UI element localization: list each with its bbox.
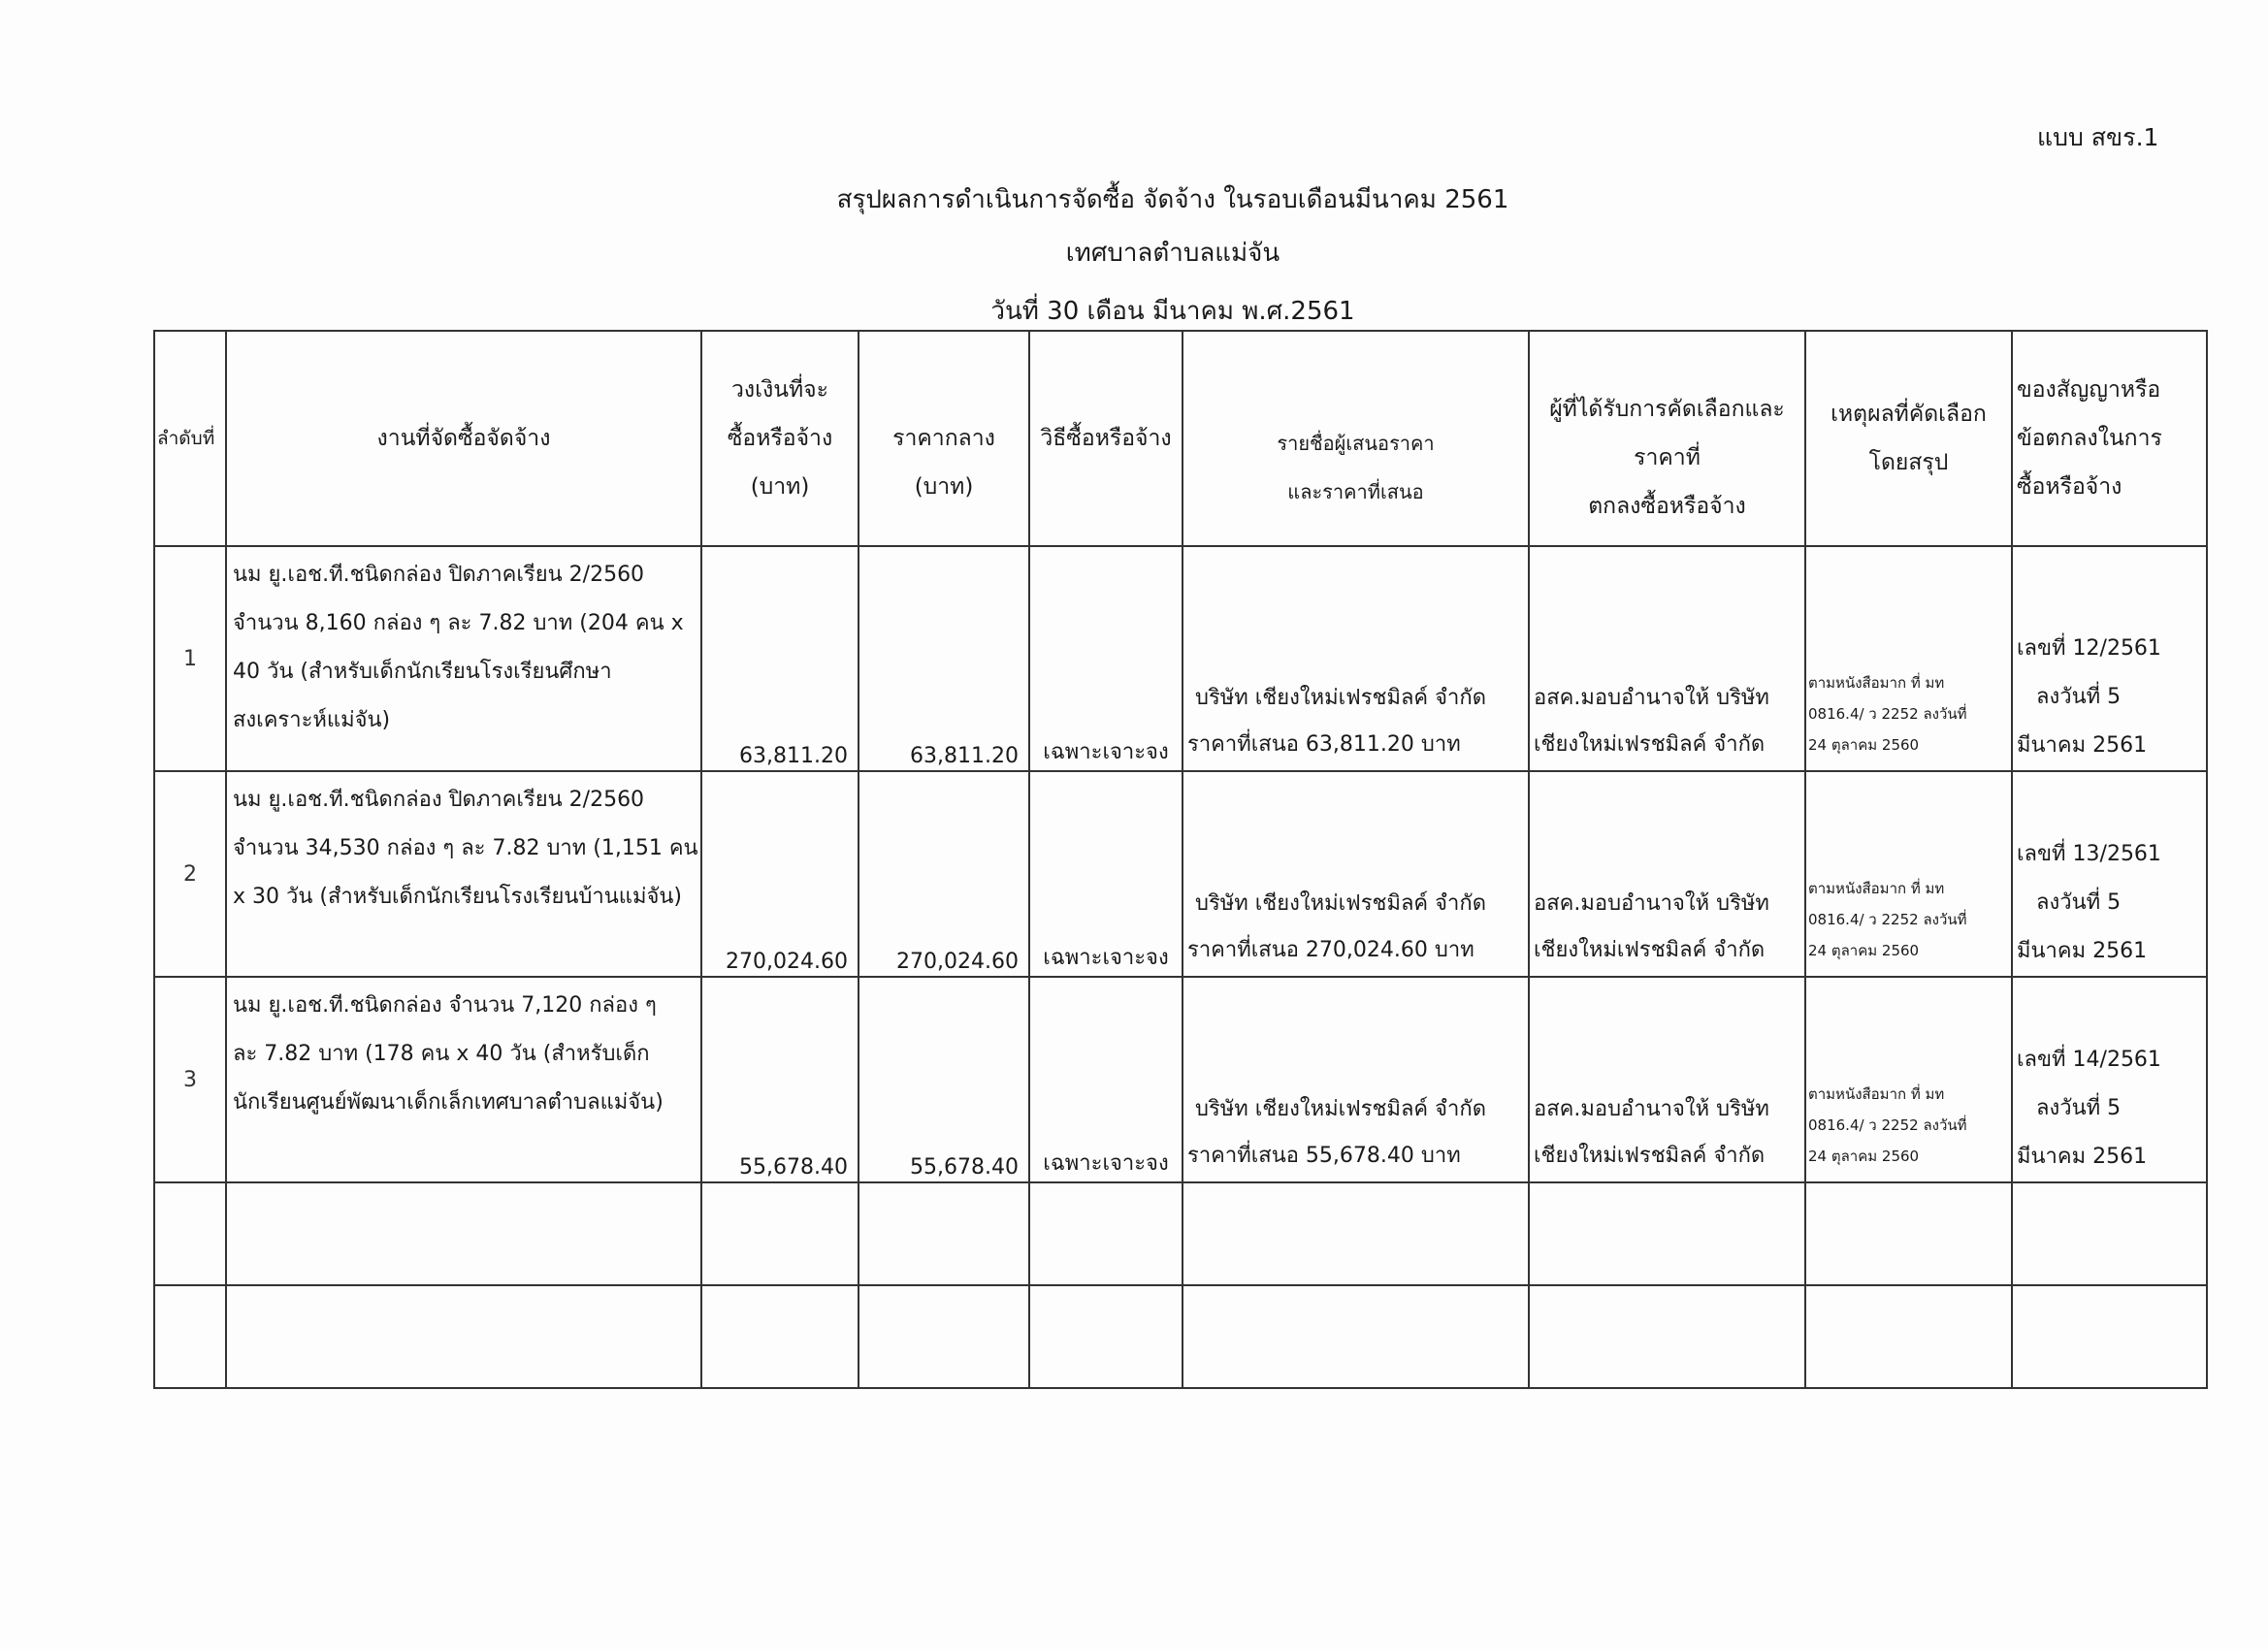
task-line: นม ยู.เอช.ที.ชนิดกล่อง ปิดภาคเรียน 2/2560: [233, 788, 645, 812]
reason-line: 24 ตุลาคม 2560: [1808, 1148, 1920, 1165]
row-task: [226, 546, 701, 771]
header-budget-l1: วงเงินที่จะ: [731, 377, 828, 403]
reason-line: 0816.4/ ว 2252 ลงวันที่: [1808, 911, 1967, 928]
contract-line: เลขที่ 13/2561: [2017, 842, 2161, 866]
row-reason: [1805, 771, 2012, 977]
reason-line: 0816.4/ ว 2252 ลงวันที่: [1808, 705, 1967, 723]
selected-line: อสค.มอบอำนาจให้ บริษัท: [1534, 891, 1769, 916]
header-reason-l1: เหตุผลที่คัดเลือก: [1831, 402, 1987, 427]
table-header-row: [154, 331, 2207, 546]
bidder-name: บริษัท เชียงใหม่เฟรชมิลค์ จำกัด: [1195, 1097, 1486, 1121]
contract-line: เลขที่ 14/2561: [2017, 1048, 2161, 1072]
header-bidders-l1: รายชื่อผู้เสนอราคา: [1277, 432, 1435, 455]
form-code: แบบ สขร.1: [2037, 123, 2159, 151]
contract-line: มีนาคม 2561: [2017, 1145, 2148, 1169]
header-contract-l3: ซื้อหรือจ้าง: [2017, 474, 2122, 500]
contract-line: ลงวันที่ 5: [2036, 890, 2122, 915]
reason-line: ตามหนังสือมาก ที่ มท: [1808, 880, 1945, 897]
row-method: เฉพาะเจาะจง: [1029, 977, 1183, 1182]
header-median-l2: (บาท): [914, 474, 974, 500]
selected-line: เชียงใหม่เฟรชมิลค์ จำกัด: [1534, 1144, 1766, 1168]
reason-line: 24 ตุลาคม 2560: [1808, 736, 1920, 754]
row-task: [226, 771, 701, 977]
row-budget: 270,024.60: [701, 771, 859, 977]
row-no: 3: [154, 977, 226, 1182]
header-median-l1: ราคากลาง: [892, 426, 995, 451]
header-no: ลำดับที่: [154, 331, 226, 546]
bidder-name: บริษัท เชียงใหม่เฟรชมิลค์ จำกัด: [1195, 686, 1486, 710]
header-reason-l2: โดยสรุป: [1868, 450, 1949, 475]
row-selected: [1529, 546, 1805, 771]
bidder-price: ราคาที่เสนอ 270,024.60 บาท: [1187, 938, 1474, 962]
header-reason: [1805, 331, 2012, 546]
header-bidders-l2: และราคาที่เสนอ: [1287, 480, 1424, 503]
task-line: สงเคราะห์แม่จัน): [233, 708, 391, 732]
row-budget: 63,811.20: [701, 546, 859, 771]
table-row: [154, 546, 2207, 771]
selected-line: เชียงใหม่เฟรชมิลค์ จำกัด: [1534, 938, 1766, 962]
header-selected-l1: ผู้ที่ได้รับการคัดเลือกและ: [1549, 397, 1785, 422]
row-contract: [2012, 977, 2207, 1182]
row-reason: [1805, 546, 2012, 771]
table-row: [154, 977, 2207, 1182]
empty-row: [154, 1182, 2207, 1285]
row-no: 1: [154, 546, 226, 771]
row-no: 2: [154, 771, 226, 977]
task-line: จำนวน 8,160 กล่อง ๆ ละ 7.82 บาท (204 คน x: [233, 611, 684, 635]
header-contract-l1: ของสัญญาหรือ: [2017, 377, 2161, 403]
row-reason: [1805, 977, 2012, 1182]
header-contract: [2012, 331, 2207, 546]
task-line: นม ยู.เอช.ที.ชนิดกล่อง ปิดภาคเรียน 2/2560: [233, 563, 645, 587]
row-contract: [2012, 771, 2207, 977]
procurement-table: [153, 330, 2208, 1389]
row-bidder: [1183, 546, 1529, 771]
reason-line: 24 ตุลาคม 2560: [1808, 942, 1920, 959]
row-method: เฉพาะเจาะจง: [1029, 771, 1183, 977]
contract-line: มีนาคม 2561: [2017, 733, 2148, 758]
row-budget: 55,678.40: [701, 977, 859, 1182]
reason-line: 0816.4/ ว 2252 ลงวันที่: [1808, 1116, 1967, 1134]
header-selected-l2: ราคาที่: [1634, 445, 1701, 470]
doc-organization: เทศบาลตำบลแม่จัน: [1065, 239, 1280, 268]
task-line: ละ 7.82 บาท (178 คน x 40 วัน (สำหรับเด็ก: [233, 1042, 650, 1066]
header-selected-l3: ตกลงซื้อหรือจ้าง: [1588, 494, 1746, 519]
row-task: [226, 977, 701, 1182]
task-line: นักเรียนศูนย์พัฒนาเด็กเล็กเทศบาลตำบลแม่จัน): [233, 1090, 664, 1115]
doc-title: สรุปผลการดำเนินการจัดซื้อ จัดจ้าง ในรอบเดือนมีนาคม 2561: [836, 185, 1509, 214]
task-line: นม ยู.เอช.ที.ชนิดกล่อง จำนวน 7,120 กล่อง ๆ: [233, 993, 657, 1018]
header-bidders: [1183, 331, 1529, 546]
header-budget-l3: (บาท): [750, 474, 810, 500]
selected-line: อสค.มอบอำนาจให้ บริษัท: [1534, 1097, 1769, 1121]
contract-line: ลงวันที่ 5: [2036, 685, 2122, 709]
doc-date: วันที่ 30 เดือน มีนาคม พ.ศ.2561: [990, 297, 1355, 326]
contract-line: ลงวันที่ 5: [2036, 1096, 2122, 1120]
row-selected: [1529, 977, 1805, 1182]
contract-line: มีนาคม 2561: [2017, 939, 2148, 963]
row-contract: [2012, 546, 2207, 771]
selected-line: เชียงใหม่เฟรชมิลค์ จำกัด: [1534, 732, 1766, 757]
row-bidder: [1183, 771, 1529, 977]
row-bidder: [1183, 977, 1529, 1182]
table-row: [154, 771, 2207, 977]
header-budget: [701, 331, 859, 546]
selected-line: อสค.มอบอำนาจให้ บริษัท: [1534, 686, 1769, 710]
row-median-price: 63,811.20: [859, 546, 1029, 771]
row-median-price: 270,024.60: [859, 771, 1029, 977]
header-budget-l2: ซื้อหรือจ้าง: [727, 426, 833, 451]
header-contract-l2: ข้อตกลงในการ: [2017, 426, 2162, 451]
bidder-price: ราคาที่เสนอ 55,678.40 บาท: [1187, 1144, 1461, 1168]
reason-line: ตามหนังสือมาก ที่ มท: [1808, 674, 1945, 692]
row-median-price: 55,678.40: [859, 977, 1029, 1182]
bidder-price: ราคาที่เสนอ 63,811.20 บาท: [1187, 732, 1461, 757]
header-task: งานที่จัดซื้อจัดจ้าง: [226, 331, 701, 546]
header-method: วิธีซื้อหรือจ้าง: [1029, 331, 1183, 546]
header-selected: [1529, 331, 1805, 546]
empty-row: [154, 1285, 2207, 1388]
task-line: 40 วัน (สำหรับเด็กนักเรียนโรงเรียนศึกษา: [233, 660, 612, 684]
header-median-price: [859, 331, 1029, 546]
reason-line: ตามหนังสือมาก ที่ มท: [1808, 1085, 1945, 1103]
bidder-name: บริษัท เชียงใหม่เฟรชมิลค์ จำกัด: [1195, 891, 1486, 916]
row-selected: [1529, 771, 1805, 977]
row-method: เฉพาะเจาะจง: [1029, 546, 1183, 771]
task-line: จำนวน 34,530 กล่อง ๆ ละ 7.82 บาท (1,151 คน: [233, 836, 698, 860]
contract-line: เลขที่ 12/2561: [2017, 636, 2161, 661]
task-line: x 30 วัน (สำหรับเด็กนักเรียนโรงเรียนบ้านแม่จัน): [233, 885, 682, 909]
